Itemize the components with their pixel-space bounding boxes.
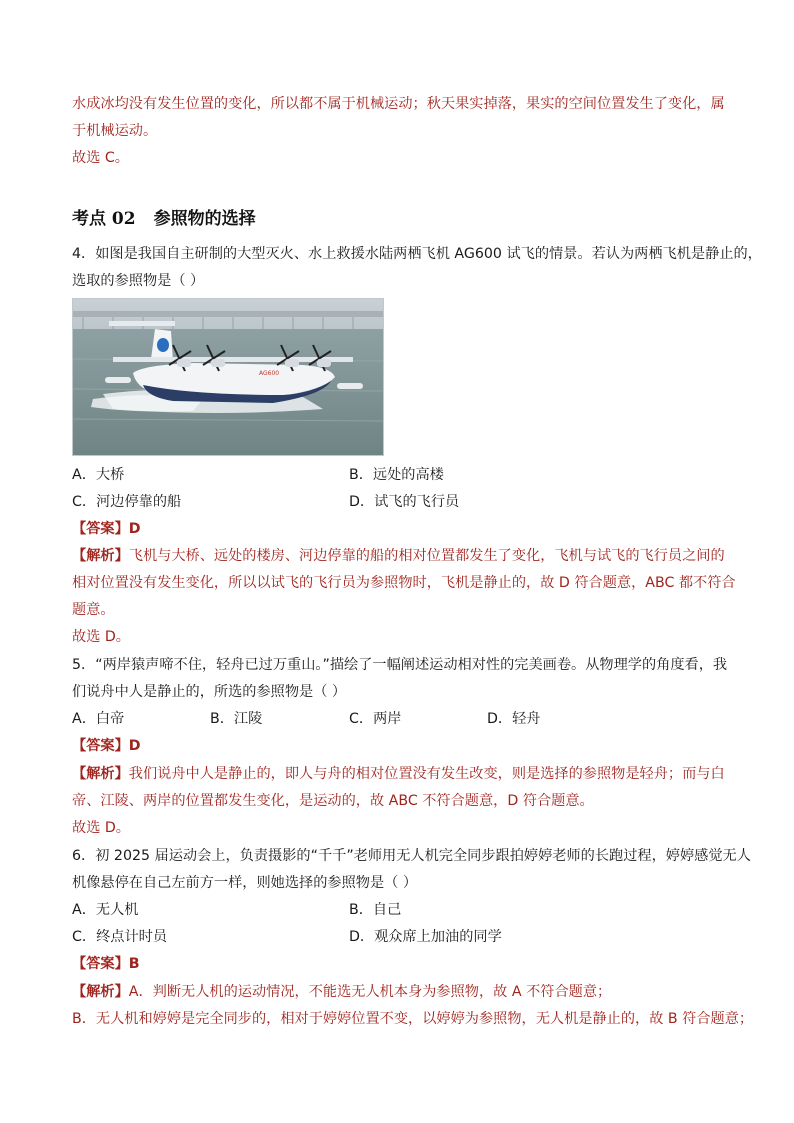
q4-analysis-line-3: 题意。	[72, 602, 115, 618]
q6-option-b: B．自己	[349, 902, 402, 918]
q5-option-d: D．轻舟	[487, 711, 541, 727]
q4-stem-line-2: 选取的参照物是（ ）	[72, 273, 205, 289]
analysis-text: 飞机与大桥、远处的楼房、河边停靠的船的相对位置都发生了变化，飞机与试飞的飞行员之间的	[128, 548, 725, 564]
q5-option-c: C．两岸	[349, 711, 402, 727]
analysis-text: A．判断无人机的运动情况，不能选无人机本身为参照物，故 A 不符合题意；	[128, 984, 612, 1000]
q5-option-b: B．江陵	[210, 711, 263, 727]
q5-conclusion: 故选 D。	[72, 820, 130, 836]
q4-conclusion: 故选 D。	[72, 629, 130, 645]
q6-option-a: A．无人机	[72, 902, 139, 918]
analysis-label: 【解析】	[72, 766, 129, 782]
answer-label: 【答案】	[72, 521, 129, 537]
q4-analysis-line-1	[72, 546, 725, 566]
svg-text:AG600: AG600	[259, 370, 280, 377]
q4-analysis-line-2: 相对位置没有发生变化，所以以试飞的飞行员为参照物时，飞机是静止的，故 D 符合题意，ABC 都不符合	[72, 575, 736, 591]
q4-answer	[72, 519, 141, 539]
answer-value: D	[128, 521, 141, 537]
q6-option-c: C．终点计时员	[72, 929, 168, 945]
section-title: 参照物的选择	[153, 209, 256, 229]
q6-option-d: D．观众席上加油的同学	[349, 929, 502, 945]
q6-stem-line-2: 机像悬停在自己左前方一样，则她选择的参照物是（ ）	[72, 875, 418, 891]
answer-label: 【答案】	[72, 738, 129, 754]
answer-value: B	[128, 956, 140, 972]
q6-stem-line-1: 6．初 2025 届运动会上，负责摄影的“千千”老师用无人机完全同步跟拍婷婷老师的长跑过程，婷婷感觉无人	[72, 848, 751, 864]
q5-stem-line-2: 们说舟中人是静止的，所选的参照物是（ ）	[72, 684, 347, 700]
prev-explanation-line-2: 于机械运动。	[72, 123, 158, 139]
q6-analysis-line-2: B．无人机和婷婷是完全同步的，相对于婷婷位置不变，以婷婷为参照物，无人机是静止的，故 B 符合题意；	[72, 1011, 754, 1027]
q4-stem-line-1: 4．如图是我国自主研制的大型灭火、水上救援水陆两栖飞机 AG600 试飞的情景。若认为两栖飞机是静止的，	[72, 246, 762, 262]
amphibious-aircraft-photo	[72, 298, 384, 456]
q4-option-c: C．河边停靠的船	[72, 494, 182, 510]
q6-analysis-line-1	[72, 982, 611, 1002]
q5-option-a: A．白帝	[72, 711, 125, 727]
q5-answer	[72, 736, 141, 756]
analysis-label: 【解析】	[72, 548, 129, 564]
answer-value: D	[128, 738, 141, 754]
prev-explanation-line-1: 水成冰均没有发生位置的变化，所以都不属于机械运动；秋天果实掉落，果实的空间位置发生了变化，属	[72, 96, 725, 112]
q5-stem-line-1: 5．“两岸猿声啼不住，轻舟已过万重山。”描绘了一幅阐述运动相对性的完美画卷。从物理学的角度看，我	[72, 657, 728, 673]
analysis-label: 【解析】	[72, 984, 129, 1000]
q5-analysis-line-2: 帝、江陵、两岸的位置都发生变化，是运动的，故 ABC 不符合题意，D 符合题意。	[72, 793, 594, 809]
analysis-text: 我们说舟中人是静止的，即人与舟的相对位置没有发生改变，则是选择的参照物是轻舟；而与白	[128, 766, 725, 782]
q4-option-a: A．大桥	[72, 467, 125, 483]
prev-conclusion: 故选 C。	[72, 150, 129, 166]
q5-analysis-line-1	[72, 764, 725, 784]
q4-option-b: B．远处的高楼	[349, 467, 444, 483]
q4-option-d: D．试飞的飞行员	[349, 494, 460, 510]
section-number: 考点 02	[72, 209, 136, 229]
answer-label: 【答案】	[72, 956, 129, 972]
q6-answer	[72, 954, 140, 974]
section-heading	[72, 209, 256, 229]
